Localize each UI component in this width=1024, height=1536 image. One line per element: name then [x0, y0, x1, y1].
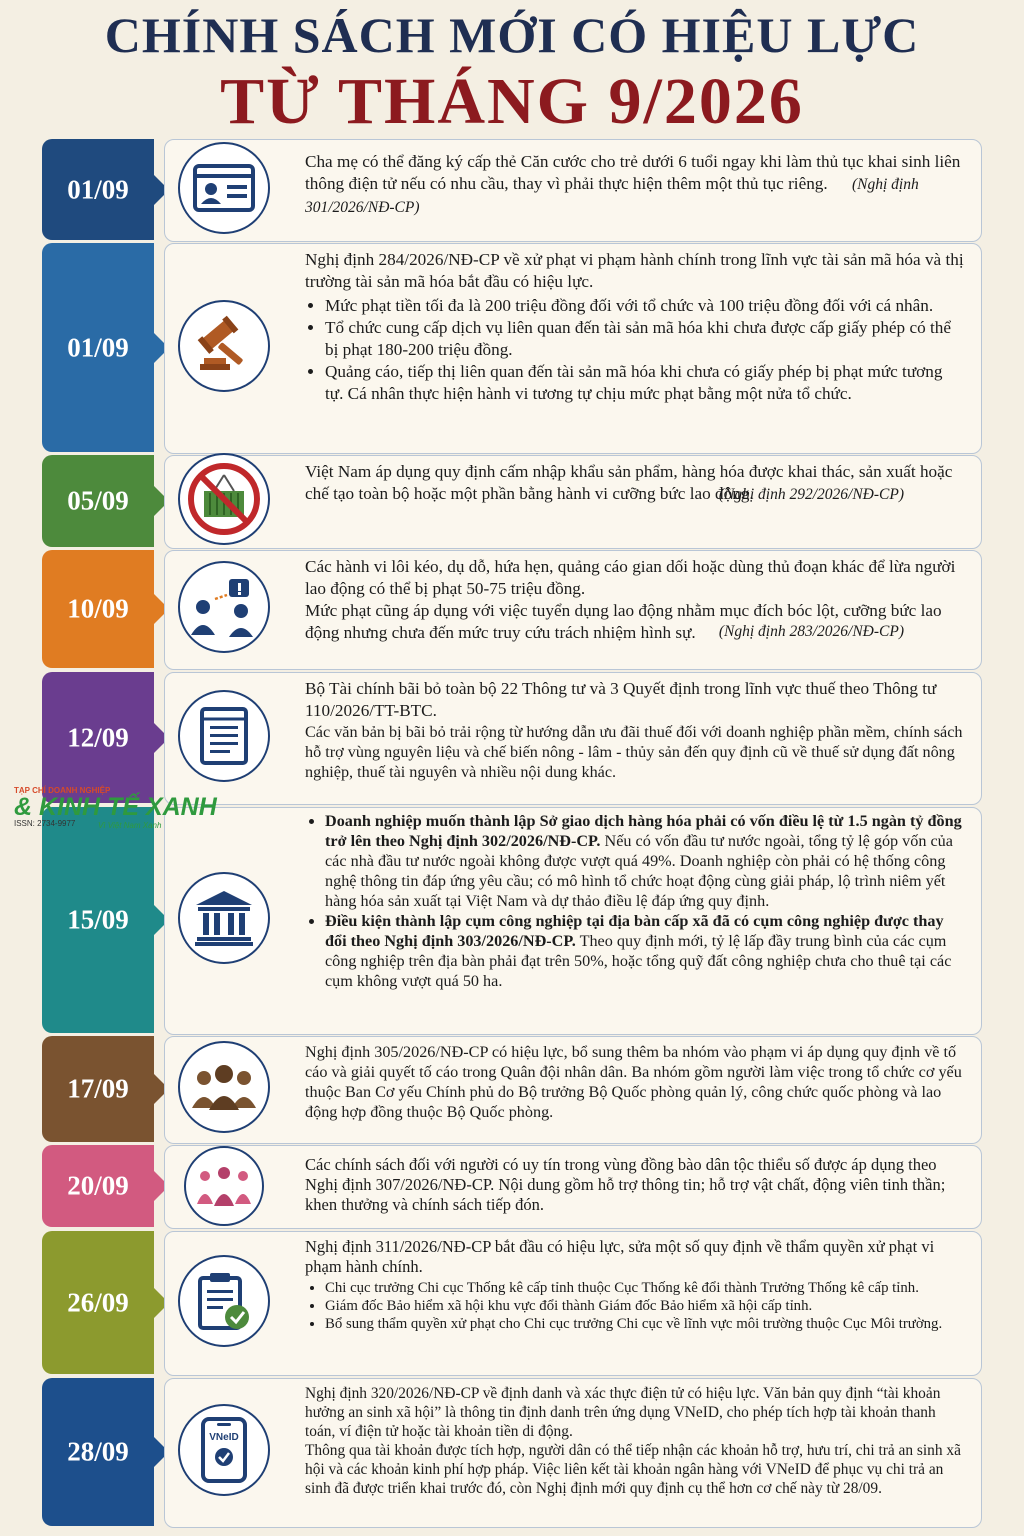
- policy-text: Việt Nam áp dụng quy định cấm nhập khẩu sản phẩm, hàng hóa được khai thác, sản xuất hoặc chế tạo toàn bộ hoặc một phần bằng hành vi cưỡng bức lao động.: [305, 462, 953, 503]
- policy-text: Bộ Tài chính bãi bỏ toàn bộ 22 Thông tư và 3 Quyết định trong lĩnh vực thuế theo Thông tư 110/2026/TT-BTC.: [305, 679, 937, 720]
- title-line2: TỪ THÁNG 9/2026: [220, 65, 804, 138]
- policy-text: Cha mẹ có thể đăng ký cấp thẻ Căn cước cho trẻ dưới 6 tuổi ngay khi làm thủ tục khai sinh liên thông điện tử nếu có nhu cầu, thay vì phải thực hiện thêm một thủ tục riêng.: [305, 152, 961, 193]
- policy-content: [305, 1042, 964, 1122]
- policy-bullet: • Chi cục trưởng Chi cục Thống kê cấp tỉnh thuộc Cục Thống kê đổi thành Trưởng Thống kê cấp tỉnh.: [325, 1279, 964, 1297]
- date-label: 28/09: [67, 1436, 129, 1467]
- date-badge: [42, 550, 154, 668]
- vneid-phone-icon: [178, 1404, 270, 1496]
- policy-bullet: Theo quy định mới, tỷ lệ lấp đầy trung bình của các cụm công nghiệp trên địa bàn phải đạt trên 50%, hoặc tổng quỹ đất công nghiệp chưa cho thuê tại các cụm không vượt quá 50 ha.: [325, 932, 952, 990]
- date-label: 26/09: [67, 1287, 129, 1317]
- logo-brand: & KINH TẾ XANH: [14, 793, 217, 821]
- logo-tagline: Vì Việt Nam Xanh: [98, 821, 162, 830]
- magazine-logo: [14, 786, 244, 836]
- policy-text: Các hành vi lôi kéo, dụ dỗ, hứa hẹn, quảng cáo gian dối hoặc dùng thủ đoạn khác để lừa người lao động có thể bị phạt 50-75 triệu đồng.: [305, 557, 956, 598]
- policy-text: Nghị định 320/2026/NĐ-CP về định danh và xác thực điện tử có hiệu lực. Văn bản quy định “tài khoản hưởng an sinh xã hội” là thông tin định danh trên ứng dụng VNeID, cho phép tích hợp tài khoản thanh toán, ví điện tử hoặc tài khoản tiền di động.: [305, 1385, 941, 1440]
- policy-row-2: [42, 243, 982, 452]
- date-badge: [42, 455, 154, 547]
- policy-bullet: Nếu có vốn đầu tư nước ngoài, tổng tỷ lệ góp vốn của các nhà đầu tư nước ngoài không được vượt quá 49%. Doanh nghiệp còn phải có hệ thống công nghệ thông tin đáp ứng yêu cầu; có mô hình tổ chức hoạt động cùng giải pháp, lộ trình niêm yết hàng hóa sản xuất tại Việt Nam và dự thảo điều lệ đáp ứng quy định.: [325, 832, 953, 910]
- bank-building-icon: [178, 872, 270, 964]
- document-icon: [178, 690, 270, 782]
- policy-bullet: • Tổ chức cung cấp dịch vụ liên quan đến tài sản mã hóa khi chưa được cấp giấy phép có thể bị phạt 180-200 triệu đồng.: [325, 317, 964, 361]
- policy-content: [305, 461, 964, 506]
- policy-row-6: [42, 807, 982, 1033]
- date-label: 15/09: [67, 904, 129, 935]
- policy-text: Các chính sách đối với người có uy tín trong vùng đồng bào dân tộc thiểu số được áp dụng theo Nghị định 307/2026/NĐ-CP. Nội dung gồm hỗ trợ thông tin; hỗ trợ vật chất, động viên tinh thần; khen thưởng và chính sách tiếp đón.: [305, 1155, 946, 1214]
- policy-text: Mức phạt cũng áp dụng với việc tuyển dụng lao động nhằm mục đích bóc lột, cưỡng bức lao động nhưng chưa đến mức truy cứu trách nhiệm hình sự.: [305, 601, 942, 642]
- date-badge: [42, 1231, 154, 1374]
- policy-content: [305, 678, 964, 782]
- policy-row-4: [42, 550, 982, 668]
- id-card-icon: [178, 142, 270, 234]
- recruitment-warning-icon: [178, 561, 270, 653]
- legal-reference: (Nghị định 292/2026/NĐ-CP): [718, 486, 904, 503]
- policy-row-3: [42, 455, 982, 547]
- date-label: 20/09: [67, 1170, 129, 1201]
- policy-row-7: [42, 1036, 982, 1142]
- policy-text: Nghị định 311/2026/NĐ-CP bắt đầu có hiệu lực, sửa một số quy định về thẩm quyền xử phạt vi phạm hành chính.: [305, 1237, 935, 1276]
- date-badge: [42, 1036, 154, 1142]
- date-label: 17/09: [67, 1073, 129, 1104]
- date-badge: [42, 1378, 154, 1526]
- date-badge: [42, 672, 154, 803]
- policy-text: Nghị định 305/2026/NĐ-CP có hiệu lực, bổ sung thêm ba nhóm vào phạm vi áp dụng quy định về tố cáo và giải quyết tố cáo trong Quân đội nhân dân. Ba nhóm gồm người làm việc trong tổ chức cơ yếu thuộc Ban Cơ yếu Chính phủ do Bộ trưởng Bộ Quốc phòng quản lý, công chức quốc phòng và lao động hợp đồng thuộc Bộ Quốc phòng.: [305, 1043, 962, 1121]
- policy-content: [305, 1384, 964, 1498]
- legal-reference: (Nghị định 283/2026/NĐ-CP): [718, 623, 904, 640]
- logo-issn: ISSN: 2734-9977: [14, 819, 76, 828]
- date-label: 10/09: [67, 593, 129, 624]
- clipboard-check-icon: [178, 1255, 270, 1347]
- policy-row-8: [42, 1145, 982, 1227]
- policy-text: Các văn bản bị bãi bỏ trải rộng từ hướng dẫn ưu đãi thuế đối với doanh nghiệp phần mềm, chính sách hỗ trợ vùng nguyên liệu và chế biến nông - lâm - thủy sản đến quy định cũ về thuế sử dụng đất nông nghiệp, thuế tài nguyên và nhiều nội dung khác.: [305, 723, 963, 781]
- date-badge: [42, 1145, 154, 1227]
- no-import-container-icon: [178, 453, 270, 545]
- policy-row-1: [42, 139, 982, 240]
- policy-bullet: • Mức phạt tiền tối đa là 200 triệu đồng đối với tổ chức và 100 triệu đồng đối với cá nhân.: [325, 295, 964, 317]
- policy-row-9: [42, 1231, 982, 1374]
- community-icon: [184, 1146, 264, 1226]
- policy-bullet: • Giám đốc Bảo hiểm xã hội khu vực đổi thành Giám đốc Bảo hiểm xã hội cấp tỉnh.: [325, 1297, 964, 1315]
- policy-content: [305, 151, 964, 219]
- date-label: 05/09: [67, 485, 129, 516]
- people-group-icon: [178, 1041, 270, 1133]
- date-label: 01/09: [67, 174, 129, 204]
- policy-text: Thông qua tài khoản được tích hợp, người dân có thể tiếp nhận các khoản hỗ trợ, hưu trí, chi trả an sinh xã hội và các khoản kinh phí hợp pháp. Việc liên kết tài khoản ngân hàng với VNeID để phục vụ chi trả an sinh đã được triển khai trước đó, còn Nghị định mới quy định cụ thể hơn cơ chế này từ 28/09.: [305, 1442, 961, 1497]
- legal-reference: (Nghị định 301/2026/NĐ-CP): [305, 176, 919, 216]
- gavel-icon: [178, 300, 270, 392]
- policy-bullet: • Quảng cáo, tiếp thị liên quan đến tài sản mã hóa khi chưa có giấy phép bị phạt mức tương tự. Cá nhân thực hiện hành vi tương tự chịu mức phạt bằng một nửa tổ chức.: [325, 361, 964, 405]
- policy-content: [305, 811, 964, 991]
- logo-prefix: TẠP CHÍ: [14, 786, 46, 795]
- date-badge: [42, 807, 154, 1033]
- policy-content: [305, 249, 964, 405]
- date-label: 01/09: [67, 332, 129, 362]
- policy-bullet-bold: Điều kiện thành lập cụm công nghiệp tại địa bàn cấp xã đã có cụm công nghiệp được thay đổi theo Nghị định 303/2026/NĐ-CP.: [325, 912, 944, 950]
- policy-row-10: [42, 1378, 982, 1526]
- logo-brand-top: DOANH NGHIỆP: [48, 786, 111, 795]
- policy-content: [305, 1155, 964, 1215]
- policy-bullet-bold: Doanh nghiệp muốn thành lập Sở giao dịch hàng hóa phải có vốn điều lệ từ 1.5 ngàn tỷ đồng trở lên theo Nghị định 302/2026/NĐ-CP.: [325, 812, 962, 850]
- policy-content: [305, 556, 964, 644]
- date-badge: [42, 139, 154, 240]
- policy-row-5: [42, 672, 982, 803]
- date-badge: [42, 243, 154, 452]
- policy-text: Nghị định 284/2026/NĐ-CP về xử phạt vi phạm hành chính trong lĩnh vực tài sản mã hóa và thị trường tài sản mã hóa bắt đầu có hiệu lực.: [305, 250, 964, 291]
- date-label: 12/09: [67, 722, 129, 752]
- policy-bullet: • Bổ sung thẩm quyền xử phạt cho Chi cục trưởng Chi cục về lĩnh vực môi trường thuộc Cục Môi trường.: [325, 1315, 964, 1333]
- policy-content: [305, 1237, 964, 1333]
- title-line1: CHÍNH SÁCH MỚI CÓ HIỆU LỰC: [104, 7, 920, 63]
- vneid-label: VNeID: [209, 1432, 239, 1443]
